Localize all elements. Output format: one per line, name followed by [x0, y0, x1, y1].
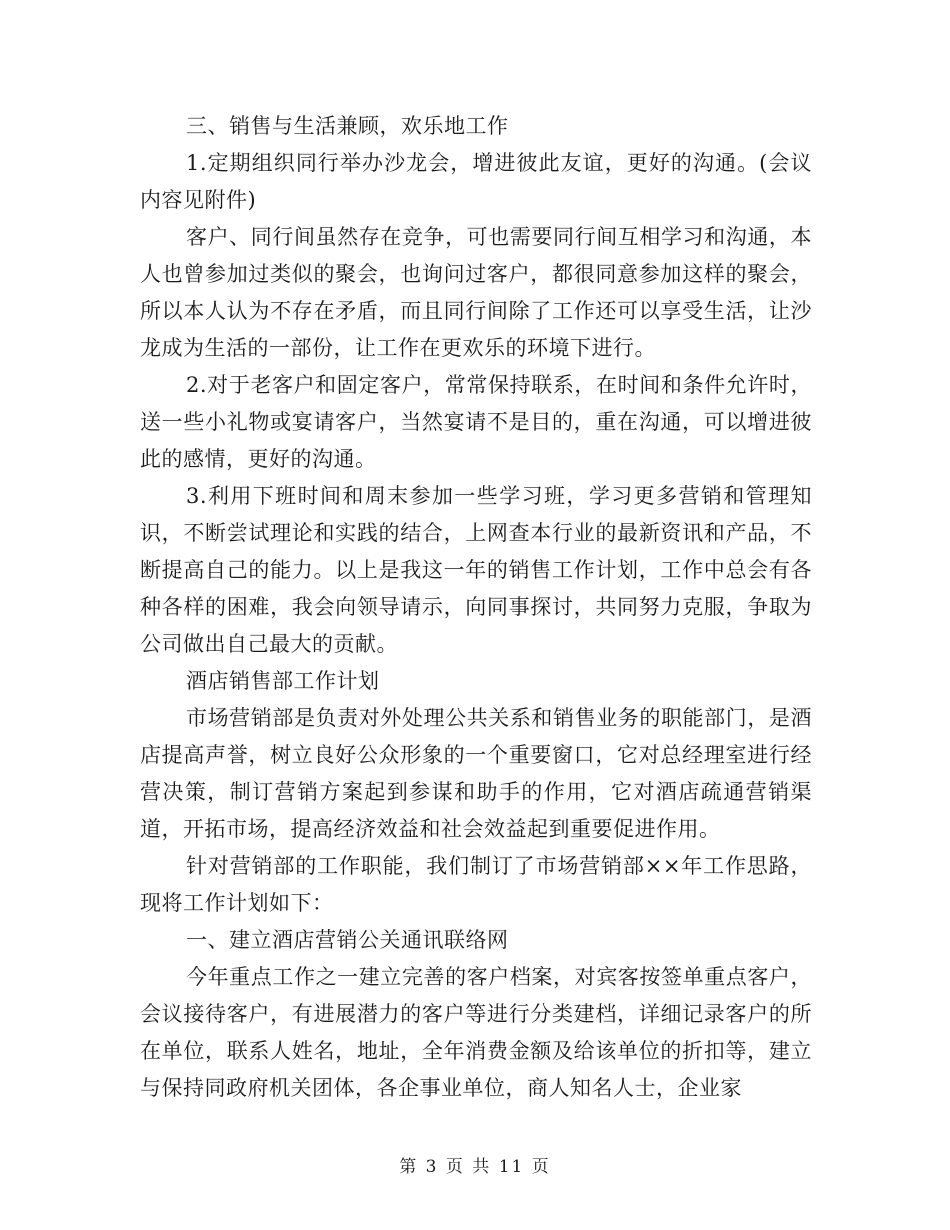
paragraph-item-3: 3.利用下班时间和周末参加一些学习班，学习更多营销和管理知识，不断尝试理论和实践的结合，上网查本行业的最新资讯和产品，不断提高自己的能力。以上是我这一年的销售工作计划，工作中总会有各种各样的困难，我会向领导请示，向同事探讨，共同努力克服，争取为公司做出自己最大的贡献。 — [140, 484, 812, 656]
document-subtitle: 酒店销售部工作计划 — [186, 669, 380, 693]
section-heading-1: 一、建立酒店营销公关通讯联络网 — [186, 928, 509, 952]
paragraph-body: 市场营销部是负责对外处理公共关系和销售业务的职能部门，是酒店提高声誉，树立良好公众形象的一个重要窗口，它对总经理室进行经营决策，制订营销方案起到参谋和助手的作用，它对酒店疏通营销渠道，开拓市场，提高经济效益和社会效益起到重要促进作用。 — [140, 706, 812, 841]
page-number-footer: 第 3 页 共 11 页 — [399, 1157, 551, 1177]
paragraph-body: 针对营销部的工作职能，我们制订了市场营销部××年工作思路，现将工作计划如下： — [140, 854, 812, 915]
paragraph-body: 今年重点工作之一建立完善的客户档案，对宾客按签单重点客户，会议接待客户，有进展潜力的客户等进行分类建档，详细记录客户的所在单位，联系人姓名，地址，全年消费金额及给该单位的折扣等，建立与保持同政府机关团体，各企事业单位，商人知名人士，企业家 — [140, 965, 812, 1100]
paragraph-item-1: 1.定期组织同行举办沙龙会，增进彼此友谊，更好的沟通。(会议内容见附件) — [140, 151, 812, 212]
paragraph-body: 客户、同行间虽然存在竞争，可也需要同行间互相学习和沟通，本人也曾参加过类似的聚会，也询问过客户，都很同意参加这样的聚会，所以本人认为不存在矛盾，而且同行间除了工作还可以享受生活，让沙龙成为生活的一部份，让工作在更欢乐的环境下进行。 — [140, 225, 812, 360]
paragraph-item-2: 2.对于老客户和固定客户，常常保持联系，在时间和条件允许时，送一些小礼物或宴请客户，当然宴请不是目的，重在沟通，可以增进彼此的感情，更好的沟通。 — [140, 373, 812, 471]
document-body — [140, 108, 812, 1107]
section-heading-3: 三、销售与生活兼顾，欢乐地工作 — [186, 114, 509, 138]
